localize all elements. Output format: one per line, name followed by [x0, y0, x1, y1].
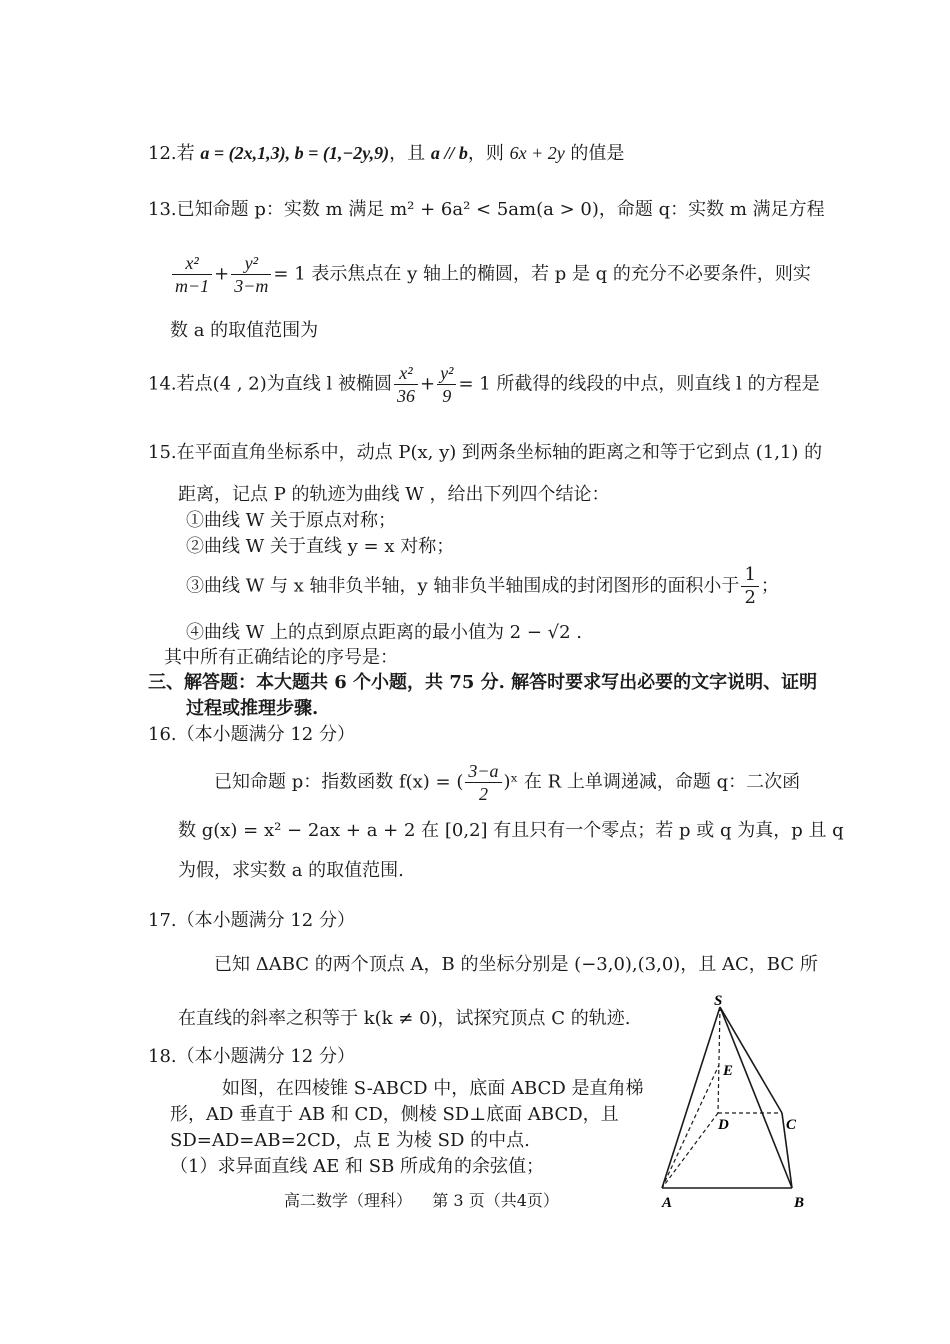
fraction: $\frac{\text{x²}}{m-1}$ [172, 252, 212, 297]
question-15-ask: 其中所有正确结论的序号是： [164, 647, 398, 668]
fraction: $\frac{\text{y²}}{9}$ [437, 362, 456, 407]
label-C: C [786, 1117, 797, 1133]
label-B: B [794, 1195, 805, 1211]
question-17-line1: 已知 ΔABC 的两个顶点 A，B 的坐标分别是 (−3,0),(3,0)，且 AC，BC 所 [214, 954, 818, 975]
section-3-heading-cont: 过程或推理步骤. [186, 698, 319, 719]
edge-DA [662, 1113, 718, 1188]
label-A: A [662, 1195, 673, 1211]
edge-SD [718, 1007, 720, 1113]
question-16-line2: 数 g(x) = x² − 2ax + a + 2 在 [0,2] 有且只有一个零点；若 p 或 q 为真，p 且 q [178, 820, 844, 841]
question-15-conclusion-1: ①曲线 W 关于原点对称； [186, 510, 396, 531]
page-footer: 高二数学（理科） 第 3 页（共4页） [284, 1191, 559, 1210]
question-17-header: 17.（本小题满分 12 分） [148, 910, 355, 931]
question-14: 14.若点(4 , 2)为直线 l 被椭圆 $\frac{\text{x²}}{36}$ + $\frac{\text{y²}}{9}$ = 1 所截得的线段的中点，则直线 l 的方程是 [148, 363, 820, 406]
pyramid-figure [650, 995, 810, 1215]
label-E: E [723, 1063, 734, 1079]
question-15-conclusion-2: ②曲线 W 关于直线 y = x 对称； [186, 536, 455, 557]
fraction: $\frac{1}{2}$ [741, 564, 758, 609]
fraction: $\frac{\text{x²}}{36}$ [394, 362, 418, 407]
segment-AE [662, 1065, 719, 1188]
fraction: $\frac{\text{y²}}{3-m}$ [231, 252, 271, 297]
question-16-line1: 已知命题 p：指数函数 f(x) = ( $\frac{3-a}{2}$ )ˣ 在 R 上单调递减，命题 q：二次函 [214, 761, 801, 804]
question-18-line2: 形，AD 垂直于 AB 和 CD，侧棱 SD⊥底面 ABCD，且 [170, 1104, 619, 1125]
question-15-line1: 15.在平面直角坐标系中，动点 P(x, y) 到两条坐标轴的距离之和等于它到点 (1,1) 的 [148, 442, 823, 463]
question-18-sub1: （1）求异面直线 AE 和 SB 所成角的余弦值； [170, 1156, 545, 1177]
label-S: S [714, 995, 723, 1009]
question-16-header: 16.（本小题满分 12 分） [148, 724, 355, 745]
question-15-conclusion-3: ③曲线 W 与 x 轴非负半轴，y 轴非负半轴围成的封闭图形的面积小于 $\frac{1}{2}$ ； [186, 564, 779, 608]
question-16-line3: 为假，求实数 a 的取值范围. [178, 860, 404, 881]
question-17-line2: 在直线的斜率之积等于 k(k ≠ 0)，试探究顶点 C 的轨迹. [178, 1008, 631, 1029]
edge-SA [662, 1007, 720, 1188]
fraction: $\frac{3-a}{2}$ [465, 760, 501, 805]
question-13-line2: $\frac{\text{x²}}{m-1}$ + $\frac{\text{y²}}{3-m}$ = 1 表示焦点在 y 轴上的椭圆，若 p 是 q 的充分不必要条件，则实 [170, 252, 811, 297]
section-3-heading: 三、解答题：本大题共 6 个小题，共 75 分. 解答时要求写出必要的文字说明、证明 [148, 672, 818, 693]
question-18-header: 18.（本小题满分 12 分） [148, 1046, 355, 1067]
label-D: D [718, 1117, 729, 1133]
question-12: 12.若 a = (2x,1,3), b = (1,−2y,9)，且 a // b，则 6x + 2y 的值是 [148, 143, 625, 164]
question-13-line1: 13.已知命题 p：实数 m 满足 m² + 6a² < 5am(a > 0)，命题 q：实数 m 满足方程 [148, 199, 825, 220]
question-18-line1: 如图，在四棱锥 S-ABCD 中，底面 ABCD 是直角梯 [222, 1078, 644, 1099]
edge-SC [720, 1007, 782, 1113]
edge-SB [720, 1007, 792, 1188]
question-15-conclusion-4: ④曲线 W 上的点到原点距离的最小值为 2 − √2 . [186, 622, 583, 643]
question-13-line3: 数 a 的取值范围为 [170, 320, 319, 341]
question-18-line3: SD=AD=AB=2CD，点 E 为棱 SD 的中点. [170, 1130, 530, 1151]
question-15-line2: 距离，记点 P 的轨迹为曲线 W ，给出下列四个结论： [178, 484, 610, 505]
